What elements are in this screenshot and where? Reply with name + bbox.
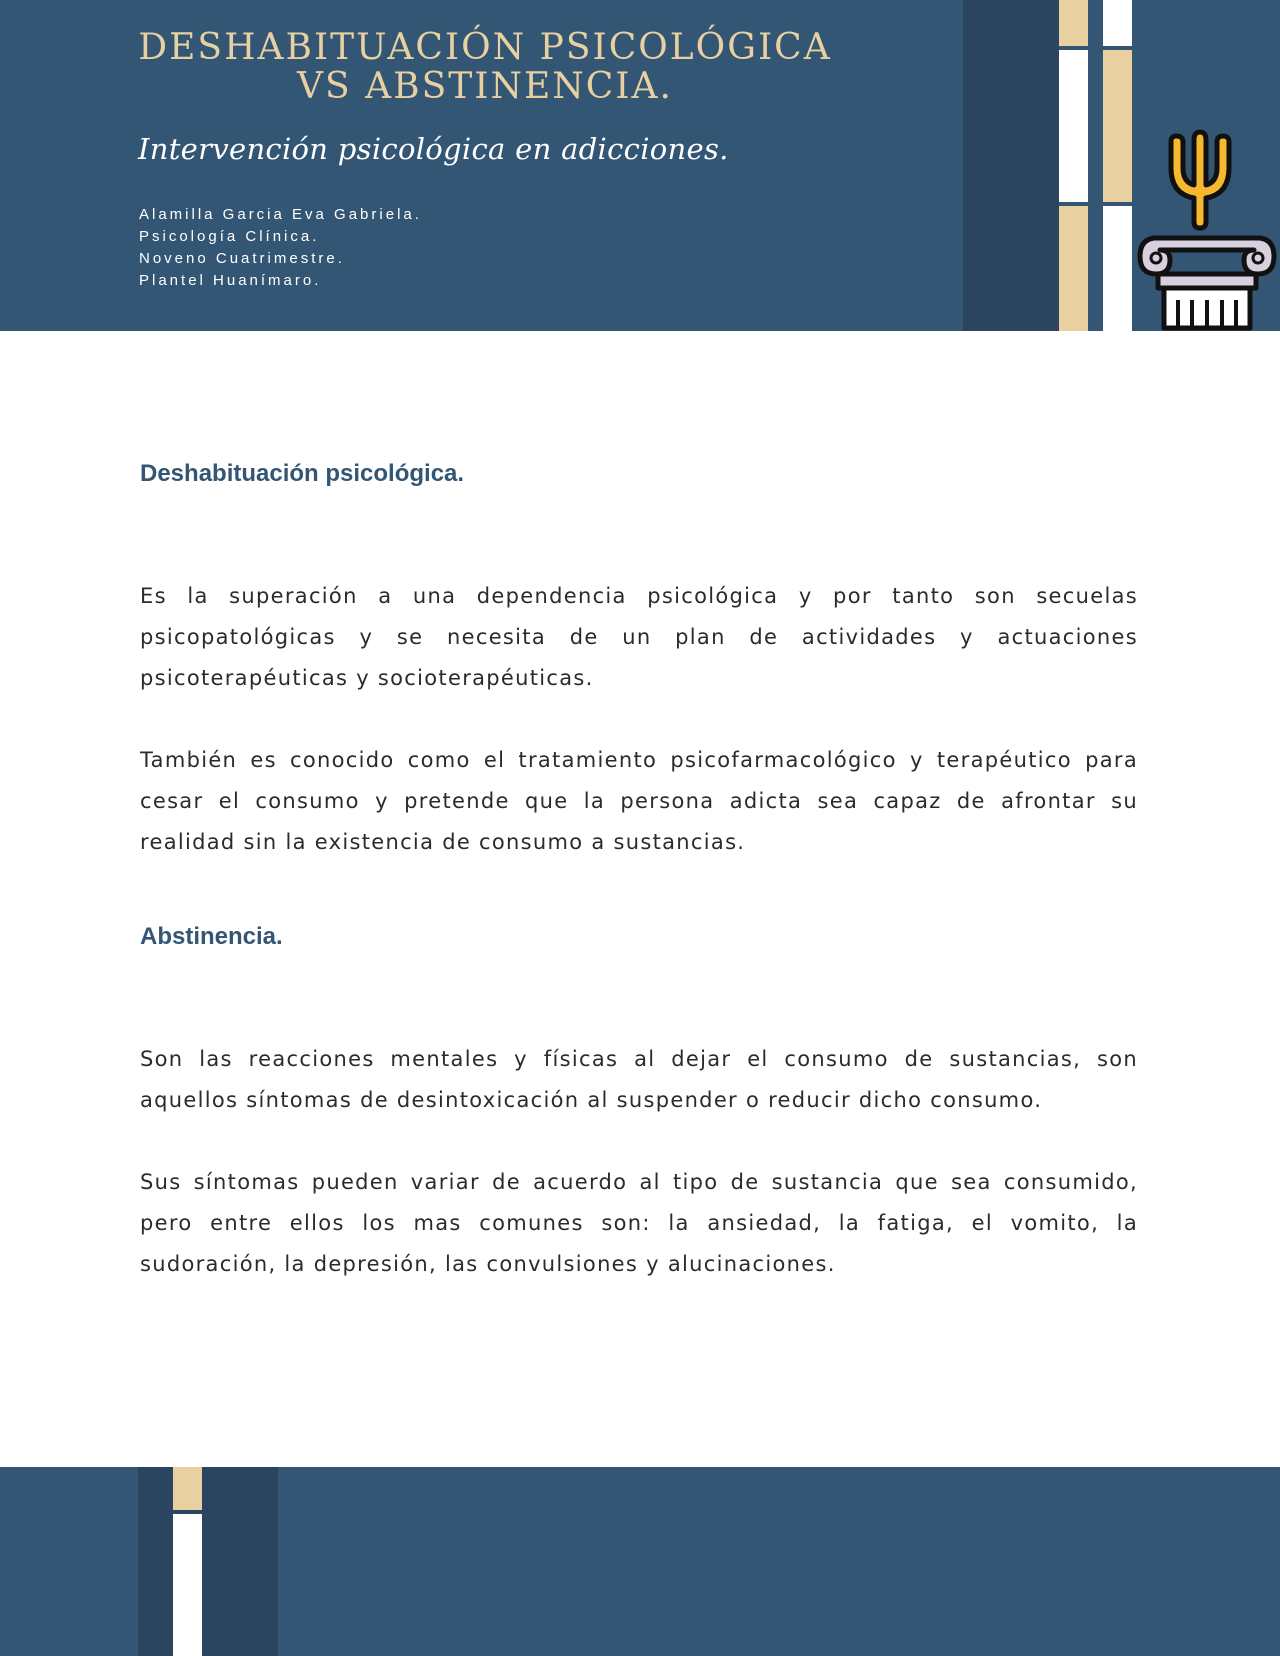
author-info [139, 204, 422, 292]
decor-white-stripe [1103, 206, 1132, 331]
decor-white-stripe [173, 1514, 202, 1656]
decor-gold-stripe [1103, 50, 1132, 202]
author-program: Psicología Clínica. [139, 228, 320, 245]
page-title [60, 28, 910, 106]
psi-column-icon [1134, 128, 1280, 331]
decor-white-stripe [1059, 50, 1088, 202]
decor-dark-panel [138, 1467, 278, 1656]
section-heading-deshabituacion: Deshabituación psicológica. [140, 460, 465, 487]
decor-gold-stripe [1059, 206, 1088, 331]
section-heading-abstinencia: Abstinencia. [140, 923, 283, 950]
decor-gold-stripe [1059, 0, 1088, 46]
author-term: Noveno Cuatrimestre. [139, 250, 345, 267]
paragraph: Sus síntomas pueden variar de acuerdo al tipo de sustancia que sea consumido, pero entre ellos los mas comunes son: la ansiedad, la fatiga, el vomito, la sudoración, la depresión, las convulsiones y alucinaciones. [140, 1170, 1138, 1276]
decor-dark-panel [963, 0, 1059, 331]
paragraph: Son las reacciones mentales y físicas al dejar el consumo de sustancias, son aquellos síntomas de desintoxicación al suspender o reducir dicho consumo. [140, 1047, 1138, 1112]
paragraph: También es conocido como el tratamiento psicofarmacológico y terapéutico para cesar el consumo y pretende que la persona adicta sea capaz de afrontar su realidad sin la existencia de consumo a sustancias. [140, 748, 1138, 854]
header-banner [0, 0, 1280, 331]
subtitle: Intervención psicológica en adicciones. [138, 132, 729, 166]
author-campus: Plantel Huanímaro. [139, 272, 322, 289]
decor-white-stripe [1103, 0, 1132, 46]
title-line-1: DESHABITUACIÓN PSICOLÓGICA [138, 27, 832, 68]
author-name: Alamilla Garcia Eva Gabriela. [139, 206, 422, 223]
footer-banner [0, 1467, 1280, 1656]
title-line-2: VS ABSTINENCIA. [297, 66, 673, 107]
paragraph: Es la superación a una dependencia psicológica y por tanto son secuelas psicopatológicas y se necesita de un plan de actividades y actuaciones psicoterapéuticas y socioterapéuticas. [140, 584, 1138, 690]
decor-gold-stripe [173, 1467, 202, 1510]
